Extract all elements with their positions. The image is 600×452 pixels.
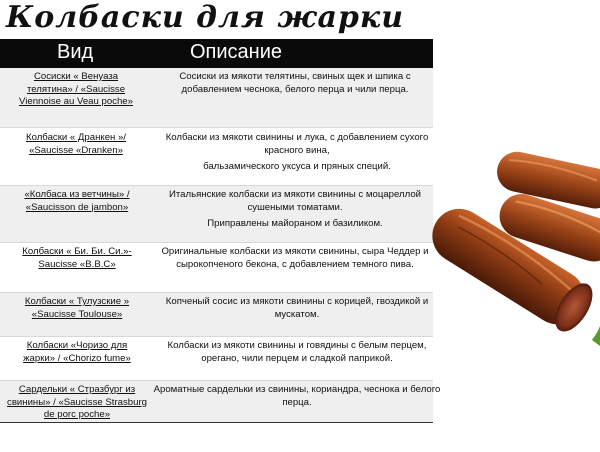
- sausage-description: [150, 246, 440, 271]
- sausage-description: [150, 71, 440, 96]
- table-row: [0, 243, 433, 293]
- sausage-description: [152, 132, 442, 174]
- sausage-description: [152, 296, 442, 321]
- table-header: [0, 39, 433, 68]
- sausage-name: Колбаски « Би. Би. Си.»- Saucisse «B.B.C»: [22, 246, 132, 270]
- description-line: Колбаски из мякоти свинины и говядины с белым перцем, орегано, чили перцем и сладкой паприкой.: [167, 340, 427, 364]
- sausage-name: Колбаски «Чоризо для жарки» / «Chorizo fume»: [23, 340, 131, 364]
- sausage-description: [152, 340, 442, 365]
- page-title: Колбаски для жарки: [6, 0, 405, 35]
- description-line: Приправлены майораном и базиликом.: [207, 218, 383, 229]
- grilled-sausages-image: [426, 140, 600, 370]
- header-description: Описание: [190, 41, 283, 63]
- table-row: [0, 381, 441, 423]
- sausage-name: Колбаски « Тулузские » «Saucisse Toulouse»: [24, 296, 130, 320]
- sausage-name: «Колбаса из ветчины» / «Saucisson de jambon»: [24, 189, 130, 213]
- description-line: Оригинальные колбаски из мякоти свинины, сыра Чеддер и сырокопченого бекона, с добавлением темного пива.: [161, 246, 429, 270]
- description-line: бальзамического уксуса и пряных специй.: [203, 161, 391, 172]
- table-row: [0, 186, 433, 243]
- description-line: Итальянские колбаски из мякоти свинины с моцареллой сушеными томатами.: [168, 189, 422, 213]
- description-line: Сосиски из мякоти телятины, свиных щек и шпика с добавлением чеснока, белого перца и чили перца.: [179, 71, 411, 95]
- description-line: Ароматные сардельки из свинины, кориандра, чеснока и белого перца.: [153, 384, 441, 408]
- table-row: [0, 293, 433, 337]
- sausage-name: Сардельки « Стразбург из свинины» / «Saucisse Strasburg de porc poche»: [7, 384, 147, 420]
- sausage-table: [0, 39, 441, 423]
- sausage-name: Колбаски « Дранкен »/ «Saucisse «Dranken»: [25, 132, 126, 156]
- table-row: [0, 128, 433, 186]
- herb-leaf: [592, 326, 600, 346]
- sausage-description: [152, 384, 442, 409]
- table-row: [0, 68, 433, 128]
- sausage-description: [150, 189, 440, 231]
- header-type: Вид: [57, 41, 94, 63]
- description-line: Колбаски из мякоти свинины и лука, с добавлением сухого красного вина,: [165, 132, 429, 156]
- table-row: [0, 337, 433, 381]
- description-line: Копченый сосис из мякоти свинины с корицей, гвоздикой и мускатом.: [165, 296, 429, 320]
- sausage-name: Сосиски « Венуаза телятина» / «Saucisse Viennoise au Veau poche»: [19, 71, 133, 107]
